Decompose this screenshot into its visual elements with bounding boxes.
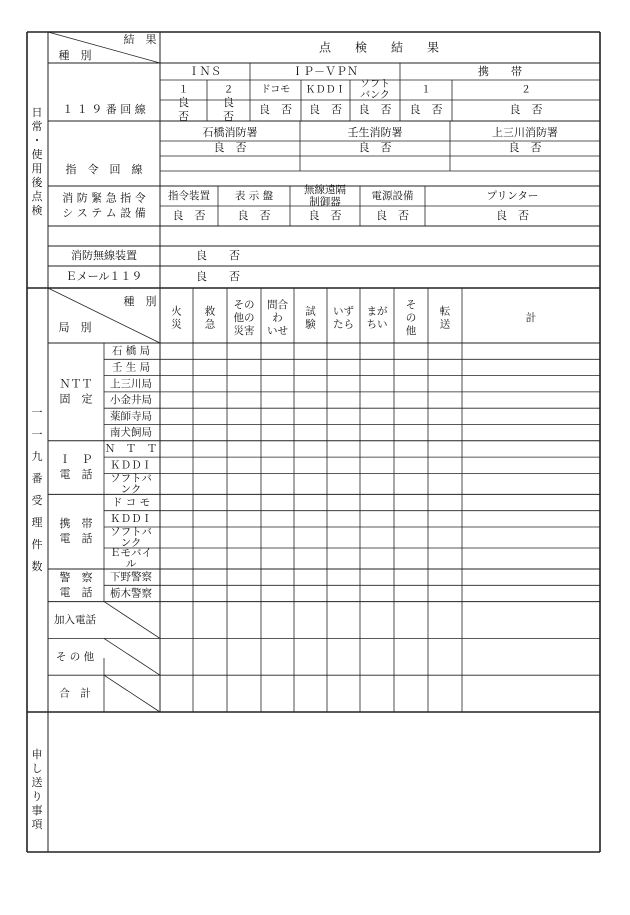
office-name: ド コ モ (111, 496, 151, 509)
notes-section-label: り (31, 790, 43, 803)
group-label: 携 帯 (59, 517, 93, 531)
reception-section-label: 一 (31, 406, 43, 419)
system-item: 表 示 盤 (234, 190, 274, 202)
reception-column-header: 救 (204, 305, 216, 318)
notes-section-label: し (31, 762, 43, 775)
system-item: プリンター (486, 190, 539, 202)
office-name: 小金井局 (110, 394, 152, 407)
reception-column-header: 送 (439, 318, 451, 331)
office-name: 下野警察 (110, 571, 152, 584)
inspection-section-label: 点 (31, 190, 43, 203)
group-label: 警 察 (59, 570, 93, 584)
reception-section-label: 番 (31, 472, 43, 485)
reception-column-header: そ (405, 299, 417, 311)
reception-section-label: 件 (31, 538, 43, 551)
grid-line (104, 602, 160, 639)
system-label: シ ス テ ム 設 備 (62, 206, 146, 220)
reception-section-label: 数 (31, 560, 43, 573)
system-item: 無線遠隔 (304, 184, 346, 196)
office-name: 薬師寺局 (110, 410, 152, 423)
email-result: 良 否 (196, 270, 240, 283)
reception-column-header: 転 (439, 305, 451, 318)
line119-sub: ドコモ (260, 84, 291, 96)
reception-section-label: 理 (31, 516, 43, 529)
line119-result: 良 否 (259, 103, 292, 116)
group-label: 固 定 (59, 392, 93, 406)
grid-line (104, 675, 160, 712)
line119-result: 否 (178, 110, 189, 123)
reception-column-header: ちい (366, 318, 388, 331)
reception-section-label: 受 (31, 494, 43, 507)
reception-column-header: 急 (204, 318, 216, 331)
system-item: 電源設備 (371, 190, 414, 202)
inspection-section-label: 常 (31, 120, 43, 133)
office-name: 上三川局 (110, 377, 152, 390)
total-row-label: 合 計 (59, 687, 91, 700)
reception-corner-bottom: 局 別 (58, 321, 92, 334)
inspection-section-label: 検 (31, 204, 43, 217)
office-name: 栃木警察 (110, 587, 152, 600)
reception-column-header: その (233, 299, 255, 311)
reception-column-header: 火 (171, 305, 182, 318)
inspection-section-label: 用 (31, 162, 43, 175)
line119-result: 良 否 (309, 103, 342, 116)
line119-result: 良 (223, 96, 234, 109)
notes-section-label: 申 (31, 748, 43, 761)
reception-column-header: いず (333, 305, 354, 318)
notes-section-label: 事 (31, 804, 43, 817)
line119-group: ＩＰ－ＶＰＮ (292, 65, 358, 78)
reception-column-header: の (405, 312, 417, 324)
line119-result: 良 否 (358, 103, 392, 116)
inspection-section-label: 日 (31, 106, 43, 119)
office-name: ＫＤＤＩ (110, 459, 152, 472)
command-line-label: 指 令 回 線 (65, 163, 143, 176)
station-name: 上三川消防署 (492, 126, 558, 139)
station-name: 石橋消防署 (202, 126, 258, 139)
line119-sub: ソフト (360, 79, 390, 90)
system-result: 良 否 (172, 209, 206, 222)
radio-label: 消防無線装置 (71, 249, 137, 262)
system-item: 指令装置 (168, 190, 210, 202)
reception-column-header: 他 (405, 325, 417, 337)
notes-section-label: 項 (31, 818, 43, 831)
reception-column-header: 災 (171, 318, 182, 331)
reception-column-header: たら (333, 318, 354, 331)
inspection-section-label: 使 (31, 148, 43, 161)
station-result: 良 否 (213, 141, 247, 154)
station-result: 良 否 (358, 141, 392, 154)
group-label: 電 話 (59, 532, 93, 546)
line119-sub: １ (178, 84, 189, 96)
system-result: 良 否 (496, 209, 529, 222)
corner-result-label: 結 果 (123, 33, 157, 46)
station-name: 壬生消防署 (347, 126, 403, 139)
system-item: 制御器 (309, 196, 341, 208)
line119-sub: バンク (360, 90, 390, 101)
line119-label: １ １ ９ 番 回 線 (62, 103, 146, 116)
line119-result: 否 (223, 110, 234, 123)
reception-column-header: 他の (233, 312, 255, 324)
line119-sub: ２ (223, 84, 234, 96)
reception-column-header: 問合 (267, 299, 288, 311)
total-row-label: 加入電話 (54, 614, 96, 626)
group-label: 電 話 (59, 468, 93, 482)
line119-sub: １ (421, 84, 431, 96)
system-result: 良 否 (308, 209, 342, 222)
notes-section-label: 送 (31, 776, 43, 789)
reception-column-header: 験 (305, 318, 316, 331)
office-name: Ｅモバイ (110, 547, 152, 559)
group-label: ＮＴＴ (59, 377, 93, 391)
grid-line (104, 638, 160, 675)
reception-column-header: 災害 (233, 325, 255, 337)
office-name: ンク (120, 483, 142, 496)
line119-result: 良 否 (409, 103, 443, 116)
inspection-section-label: 後 (31, 176, 43, 189)
office-name: 南犬飼局 (110, 426, 152, 439)
inspection-section-label: ・ (31, 134, 43, 147)
line119-sub: ２ (521, 84, 531, 96)
reception-column-header: わ (272, 312, 283, 324)
system-label: 消 防 緊 急 指 令 (62, 191, 146, 205)
reception-column-header: まが (366, 305, 388, 318)
reception-corner-top: 種 別 (123, 295, 157, 308)
group-label: Ｉ Ｐ (59, 453, 93, 467)
station-result: 良 否 (508, 141, 542, 154)
office-name: ソフトバ (110, 526, 152, 538)
reception-section-label: 九 (31, 450, 43, 463)
total-row-label: そ の 他 (55, 650, 95, 663)
line119-sub: ＫＤＤＩ (305, 84, 346, 96)
corner-type-label: 種 別 (58, 49, 92, 62)
office-name: ル (125, 558, 137, 570)
line119-result: 良 (178, 96, 189, 109)
system-result: 良 否 (237, 209, 271, 222)
system-result: 良 否 (376, 209, 409, 222)
office-name: 石 橋 局 (111, 345, 151, 358)
reception-column-header: いせ (267, 325, 288, 337)
reception-section-label: 一 (31, 428, 43, 441)
reception-column-header: 試 (305, 305, 316, 318)
radio-result: 良 否 (196, 249, 240, 262)
office-name: ソフトバ (110, 472, 152, 485)
email-label: Ｅメール１１９ (65, 270, 143, 283)
office-name: ＫＤＤＩ (110, 512, 152, 525)
line119-group: 携 帯 (478, 65, 522, 78)
office-name: 壬 生 局 (111, 361, 151, 374)
result-header: 点 検 結 果 (318, 40, 440, 55)
office-name: Ｎ Ｔ Ｔ (104, 442, 158, 455)
reception-column-header: 計 (525, 312, 537, 324)
group-label: 電 話 (59, 585, 93, 599)
line119-result: 良 否 (509, 103, 543, 116)
line119-group: ＩＮＳ (188, 65, 222, 78)
office-name: ンク (120, 537, 142, 549)
